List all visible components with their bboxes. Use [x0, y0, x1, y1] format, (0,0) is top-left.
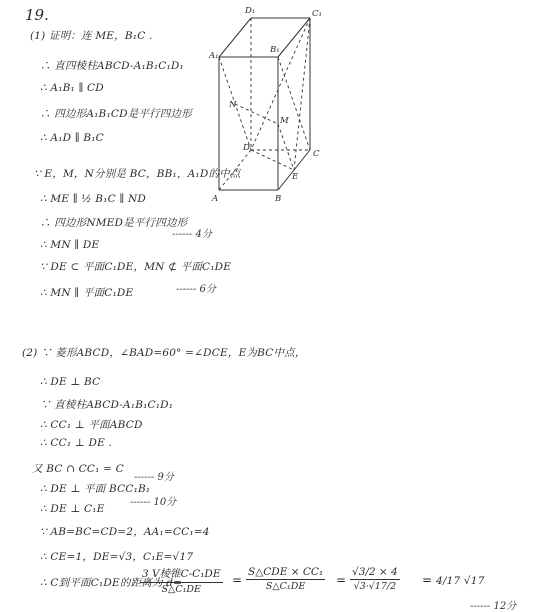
formula-equals: = [336, 573, 347, 587]
formula-frac3-denominator: √3·√17/2 [353, 581, 397, 592]
score-4: ------ 4分 [172, 229, 212, 240]
part2-header: (2) ∵ 菱形ABCD，∠BAD=60° =∠DCE，E为BC中点， [22, 347, 306, 359]
formula-result: 4/17 √17 [436, 575, 485, 587]
label-E: E [292, 172, 299, 182]
formula-frac1-denominator: S△C₁DE [161, 584, 201, 595]
part2-line: 又 BC ∩ CC₁ = C [32, 463, 124, 475]
label-B1: B₁ [270, 45, 280, 55]
part1-line: ∴ ME ∥ ½ B₁C ∥ ND [40, 193, 146, 205]
part2-line: ∴ DE ⊥ C₁E [40, 503, 105, 515]
part2-line: ∴ CC₁ ⊥ 平面ABCD [40, 419, 143, 431]
part2-line: ∵ AB=BC=CD=2，AA₁=CC₁=4 [40, 526, 210, 538]
formula-frac3-numerator: √3/2 × 4 [352, 566, 398, 578]
part2-line: ∵ 直棱柱ABCD-A₁B₁C₁D₁ [40, 399, 174, 411]
part2-line: ∴ DE ⊥ BC [40, 376, 101, 388]
part1-line: ∵ E，M，N分别是 BC，BB₁，A₁D的中点 [34, 168, 241, 180]
formula-frac1-numerator: 3 V棱锥C-C₁DE [142, 568, 221, 580]
fraction-bar [140, 582, 223, 583]
label-D1: D₁ [245, 6, 256, 16]
formula-fraction-3 [350, 566, 400, 592]
label-C: C [313, 149, 320, 159]
label-C1: C₁ [312, 9, 322, 19]
part1-line: ∴ 直四棱柱ABCD-A₁B₁C₁D₁ [40, 60, 184, 72]
label-A: A [212, 194, 219, 204]
score-9: ------ 9分 [134, 472, 174, 483]
part2-line: ∴ CE=1，DE=√3，C₁E=√17 [40, 551, 194, 563]
label-A1: A₁ [209, 51, 219, 61]
part1-line: ∴ MN ∥ DE [40, 239, 100, 251]
part1-line: ∴ A₁D ∥ B₁C [40, 132, 104, 144]
score-6: ------ 6分 [176, 284, 216, 295]
part1-line: ∵ DE ⊂ 平面C₁DE，MN ⊄ 平面C₁DE [40, 261, 232, 273]
label-N: N [229, 100, 237, 110]
part1-line: ∴ 四边形NMED是平行四边形 [40, 217, 188, 229]
score-12: ------ 12分 [470, 601, 517, 612]
formula-equals: = [422, 573, 433, 587]
score-10: ------ 10分 [130, 497, 177, 508]
part2-line: ∴ DE ⊥ 平面 BCC₁B₁ [40, 483, 151, 495]
part1-line: ∴ 四边形A₁B₁CD是平行四边形 [40, 108, 192, 120]
question-number: 19. [25, 6, 49, 24]
fraction-bar [246, 579, 325, 580]
formula-frac2-numerator: S△CDE × CC₁ [248, 566, 324, 578]
part1-header: (1) 证明：连 ME，B₁C . [30, 30, 153, 42]
label-D: D [243, 143, 250, 153]
part2-line: ∴ CC₁ ⊥ DE . [40, 437, 113, 449]
fraction-bar [350, 579, 400, 580]
part1-line: ∴ A₁B₁ ∥ CD [40, 82, 104, 94]
label-M: M [280, 116, 289, 126]
part2-line: ∴ C到平面C₁DE的距离为 d= [40, 577, 183, 589]
label-B: B [275, 194, 282, 204]
formula-fraction-2 [246, 566, 325, 592]
formula-fraction-1 [140, 566, 223, 595]
formula-frac2-denominator: S△C₁DE [265, 581, 306, 592]
formula-equals: = [232, 573, 243, 587]
part1-line: ∴ MN ∥ 平面C₁DE [40, 287, 134, 299]
